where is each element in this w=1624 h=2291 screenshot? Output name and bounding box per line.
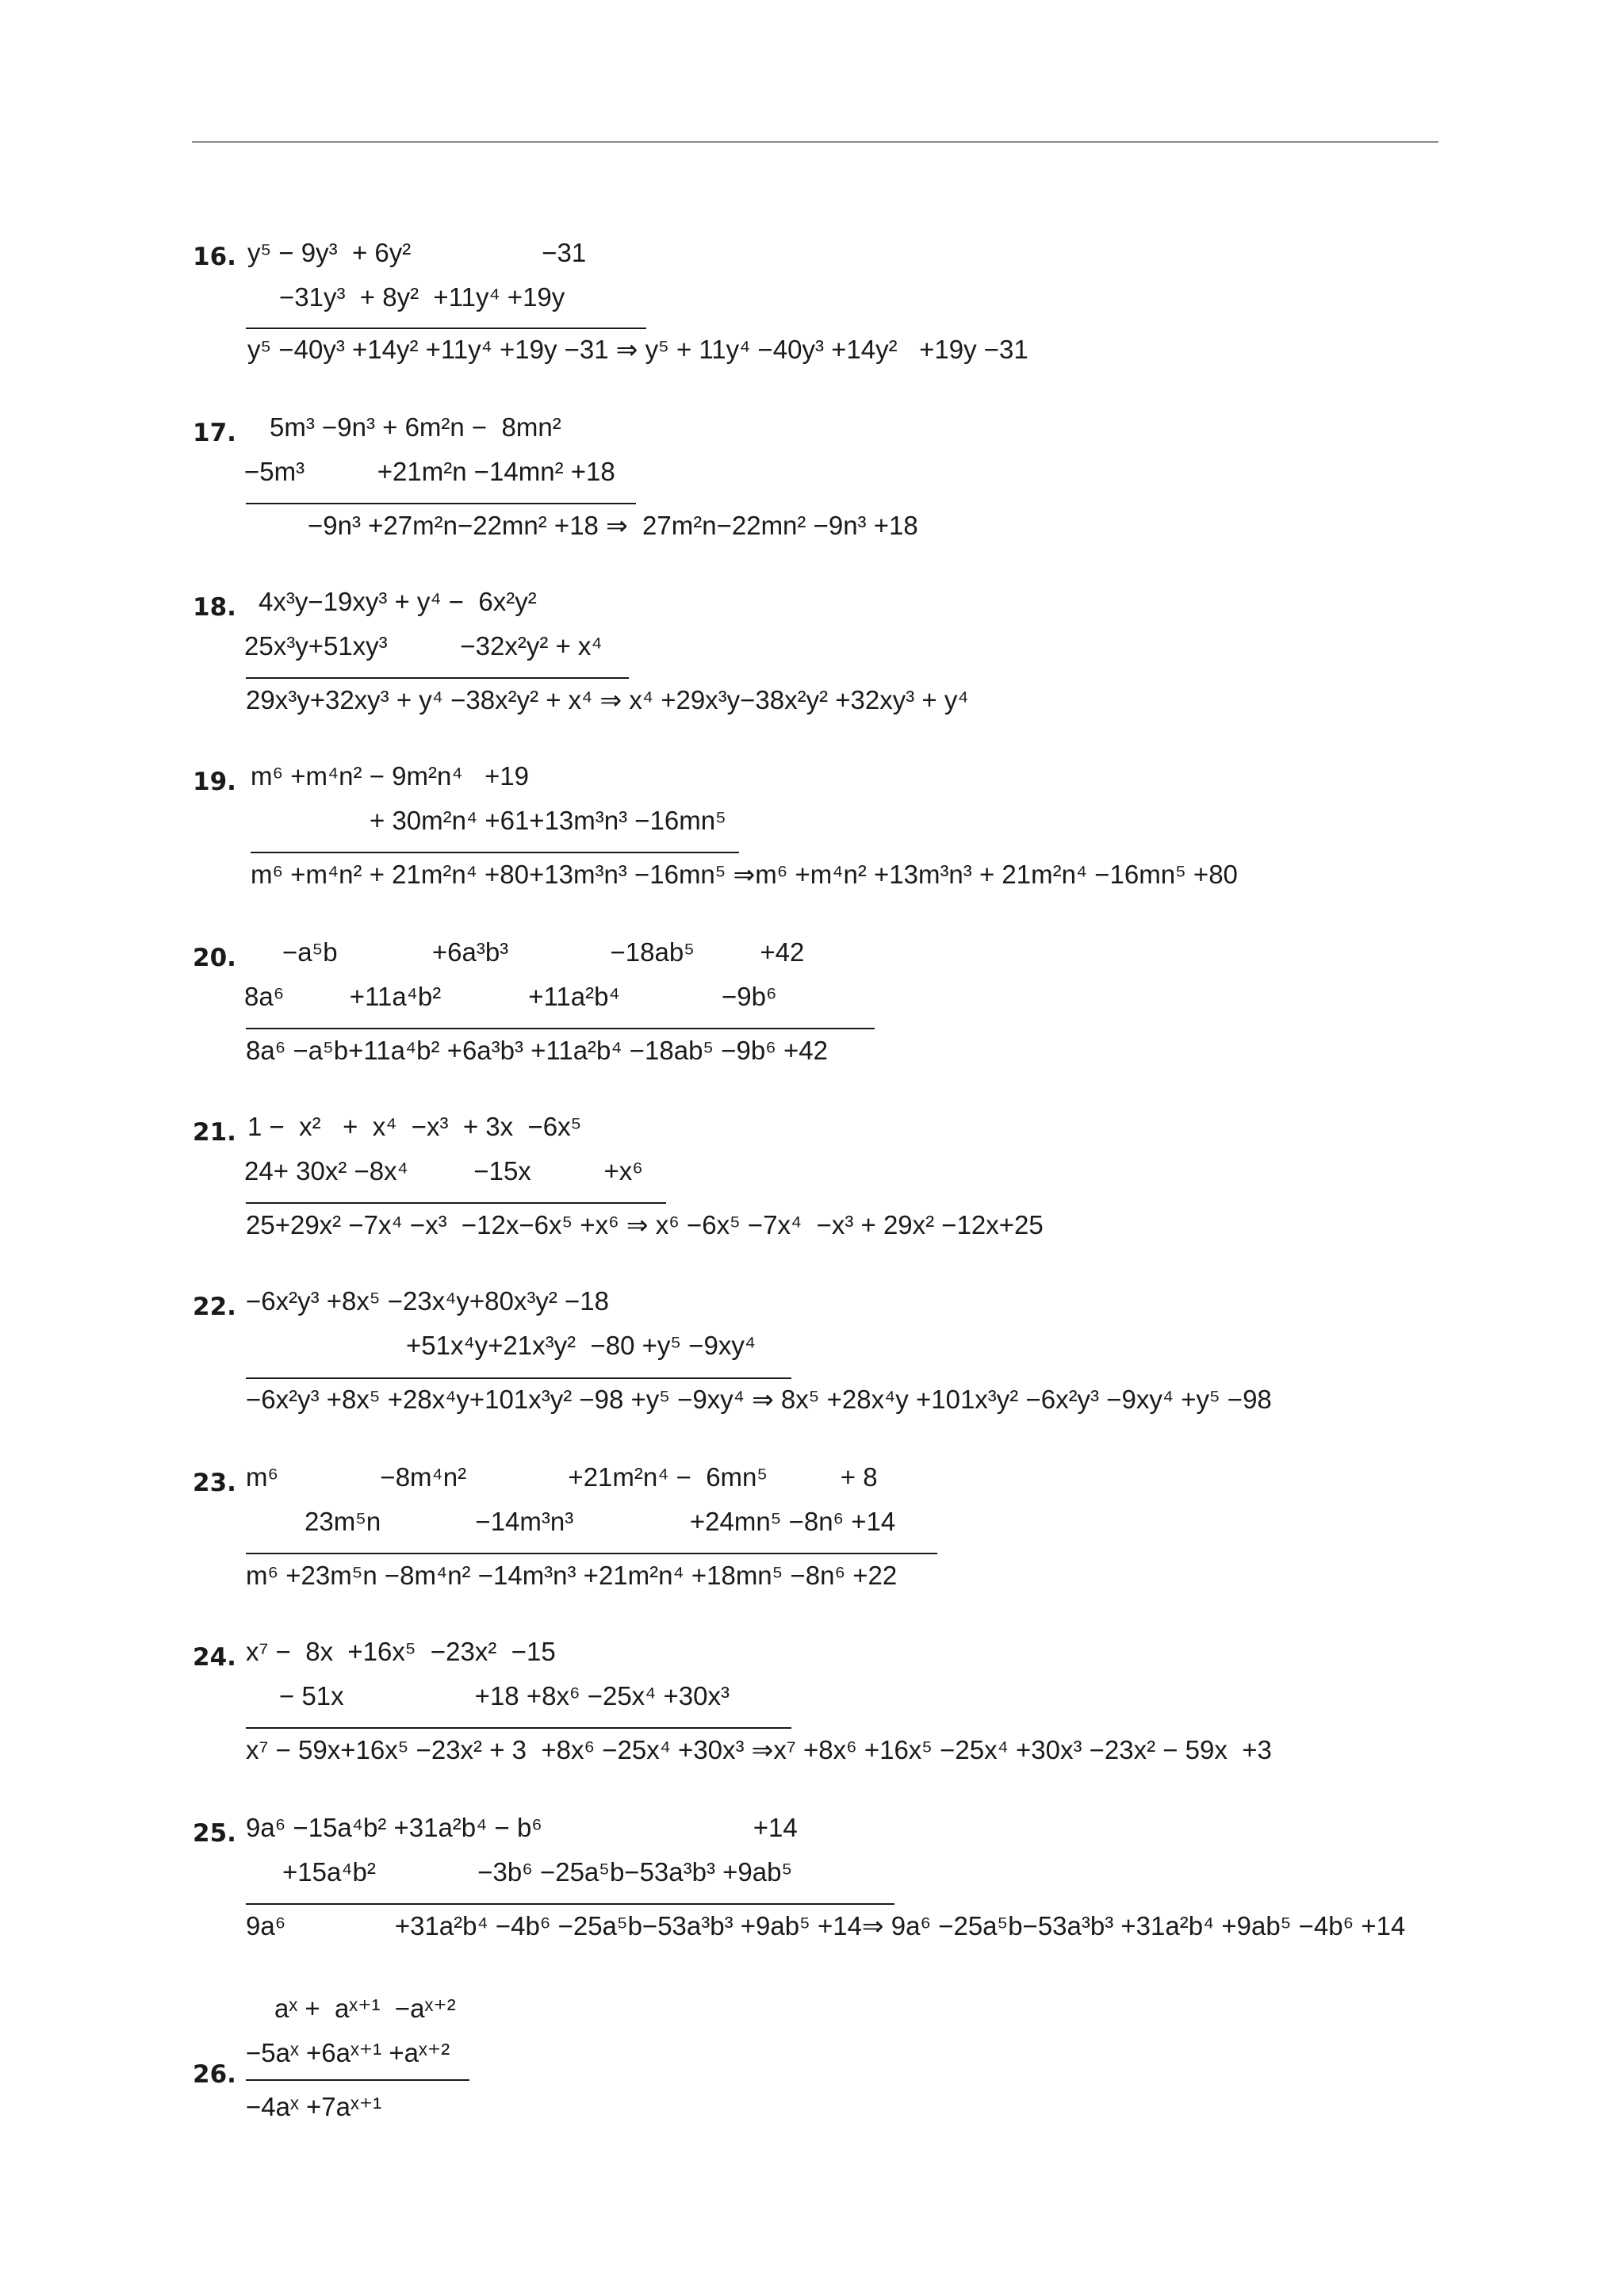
result-line: −6x²y³ +8x⁵ +28x⁴y+101x³y² −98 +y⁵ −9xy⁴ ⇒ 8x⁵ +28x⁴y +101x³y² −6x²y³ −9xy⁴ +y⁵ −98 bbox=[246, 1385, 1272, 1414]
result-line: 8a⁶ −a⁵b+11a⁴b² +6a³b³ +11a²b⁴ −18ab⁵ −9b⁶ +42 bbox=[246, 1036, 828, 1065]
result-line: −4aˣ +7aˣ⁺¹ bbox=[246, 2092, 382, 2121]
sum-rule bbox=[246, 1727, 791, 1729]
problem-number: 23. bbox=[193, 1469, 236, 1497]
addend-line: 1 − x² + x⁴ −x³ + 3x −6x⁵ bbox=[247, 1112, 582, 1141]
addend-line: y⁵ − 9y³ + 6y² −31 bbox=[247, 238, 587, 267]
problem-number: 16. bbox=[193, 243, 236, 271]
problem-number: 25. bbox=[193, 1819, 236, 1848]
sum-rule bbox=[246, 677, 629, 679]
problem-number: 22. bbox=[193, 1293, 236, 1321]
addend-line: + 30m²n⁴ +61+13m³n³ −16mn⁵ bbox=[370, 806, 726, 835]
sum-rule bbox=[246, 1202, 666, 1204]
problem-number: 18. bbox=[193, 593, 236, 622]
addend-line: aˣ + aˣ⁺¹ −aˣ⁺² bbox=[274, 1994, 456, 2023]
sum-rule bbox=[246, 1028, 875, 1029]
problem-number: 26. bbox=[193, 2060, 236, 2089]
sum-rule bbox=[246, 1553, 937, 1554]
addend-line: −6x²y³ +8x⁵ −23x⁴y+80x³y² −18 bbox=[246, 1286, 610, 1316]
addend-line: +51x⁴y+21x³y² −80 +y⁵ −9xy⁴ bbox=[406, 1331, 756, 1360]
addend-line: 23m⁵n −14m³n³ +24mn⁵ −8n⁶ +14 bbox=[304, 1507, 896, 1536]
result-line: 9a⁶ +31a²b⁴ −4b⁶ −25a⁵b−53a³b³ +9ab⁵ +14⇒ 9a⁶ −25a⁵b−53a³b³ +31a²b⁴ +9ab⁵ −4b⁶ +14 bbox=[246, 1911, 1406, 1940]
result-line: x⁷ − 59x+16x⁵ −23x² + 3 +8x⁶ −25x⁴ +30x³ ⇒x⁷ +8x⁶ +16x⁵ −25x⁴ +30x³ −23x² − 59x +3 bbox=[246, 1735, 1272, 1764]
addend-line: 24+ 30x² −8x⁴ −15x +x⁶ bbox=[244, 1156, 643, 1186]
addend-line: 9a⁶ −15a⁴b² +31a²b⁴ − b⁶ +14 bbox=[246, 1813, 798, 1842]
result-line: m⁶ +23m⁵n −8m⁴n² −14m³n³ +21m²n⁴ +18mn⁵ −8n⁶ +22 bbox=[246, 1561, 898, 1590]
result-line: y⁵ −40y³ +14y² +11y⁴ +19y −31 ⇒ y⁵ + 11y⁴ −40y³ +14y² +19y −31 bbox=[247, 335, 1028, 364]
sum-rule bbox=[246, 1903, 894, 1905]
addend-line: −31y³ + 8y² +11y⁴ +19y bbox=[279, 282, 565, 312]
sum-rule bbox=[246, 1377, 791, 1379]
result-line: −9n³ +27m²n−22mn² +18 ⇒ 27m²n−22mn² −9n³ +18 bbox=[308, 511, 918, 540]
sum-rule bbox=[246, 503, 636, 504]
result-line: m⁶ +m⁴n² + 21m²n⁴ +80+13m³n³ −16mn⁵ ⇒m⁶ +m⁴n² +13m³n³ + 21m²n⁴ −16mn⁵ +80 bbox=[251, 860, 1238, 889]
addend-line: − 51x +18 +8x⁶ −25x⁴ +30x³ bbox=[279, 1681, 730, 1711]
problem-number: 24. bbox=[193, 1643, 236, 1672]
problem-number: 20. bbox=[193, 944, 236, 972]
addend-line: x⁷ − 8x +16x⁵ −23x² −15 bbox=[246, 1637, 556, 1666]
problem-number: 21. bbox=[193, 1118, 236, 1147]
result-line: 25+29x² −7x⁴ −x³ −12x−6x⁵ +x⁶ ⇒ x⁶ −6x⁵ −7x⁴ −x³ + 29x² −12x+25 bbox=[246, 1210, 1044, 1239]
problem-number: 19. bbox=[193, 768, 236, 796]
problem-number: 17. bbox=[193, 419, 236, 447]
addend-line: −a⁵b +6a³b³ −18ab⁵ +42 bbox=[282, 937, 805, 967]
addend-line: 8a⁶ +11a⁴b² +11a²b⁴ −9b⁶ bbox=[244, 982, 777, 1011]
result-line: 29x³y+32xy³ + y⁴ −38x²y² + x⁴ ⇒ x⁴ +29x³y−38x²y² +32xy³ + y⁴ bbox=[246, 685, 969, 715]
sum-rule bbox=[246, 2079, 469, 2081]
sum-rule bbox=[251, 852, 739, 853]
addend-line: −5aˣ +6aˣ⁺¹ +aˣ⁺² bbox=[246, 2038, 450, 2067]
addend-line: 4x³y−19xy³ + y⁴ − 6x²y² bbox=[259, 587, 537, 616]
addend-line: 5m³ −9n³ + 6m²n − 8mn² bbox=[270, 412, 561, 442]
addend-line: +15a⁴b² −3b⁶ −25a⁵b−53a³b³ +9ab⁵ bbox=[282, 1857, 793, 1887]
sum-rule bbox=[246, 328, 646, 329]
addend-line: 25x³y+51xy³ −32x²y² + x⁴ bbox=[244, 631, 603, 661]
header-rule bbox=[192, 141, 1438, 143]
addend-line: m⁶ −8m⁴n² +21m²n⁴ − 6mn⁵ + 8 bbox=[246, 1462, 878, 1492]
addend-line: −5m³ +21m²n −14mn² +18 bbox=[244, 457, 615, 486]
addend-line: m⁶ +m⁴n² − 9m²n⁴ +19 bbox=[251, 761, 529, 791]
